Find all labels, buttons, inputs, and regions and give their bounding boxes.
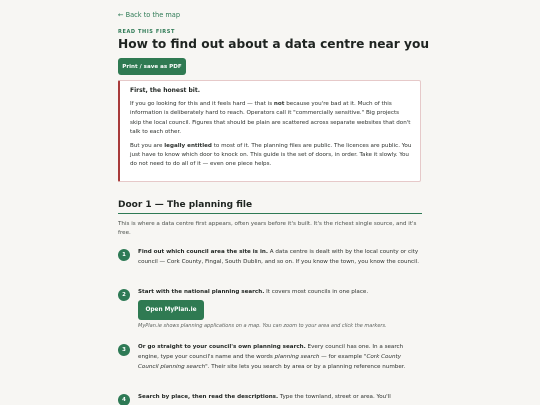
step-bold-text: Start with the national planning search. bbox=[138, 289, 265, 295]
step-body-text: It covers most councils in one place. bbox=[264, 289, 369, 295]
step-text bbox=[138, 392, 422, 402]
eyebrow-label: READ THIS FIRST bbox=[118, 29, 175, 35]
step-number-badge: 4 bbox=[118, 394, 130, 405]
page-title: How to find out about a data centre near you bbox=[118, 37, 430, 51]
callout-p2-text-a: But you are bbox=[130, 142, 165, 149]
callout-p2-bold: legally entitled bbox=[164, 142, 212, 149]
step-body-text: A data centre is dealt with by the local county or city council — Cork County, Fingal, South Dublin, and so on. If you know the town, you know the council. bbox=[138, 249, 420, 265]
step-number-badge: 1 bbox=[118, 249, 130, 261]
callout-p1-bold: not bbox=[273, 101, 285, 107]
callout-p1-text-a: If you go looking for this and it feels hard — that is bbox=[130, 101, 274, 107]
step-bold-text: Find out which council area the site is in. bbox=[138, 249, 268, 255]
open-myplan-button[interactable]: Open MyPlan.ie bbox=[138, 300, 204, 320]
section-divider bbox=[118, 213, 422, 214]
step-italic-b: Cork County Council planning search bbox=[138, 354, 402, 370]
section-heading: Door 1 — The planning file bbox=[118, 200, 253, 210]
callout-paragraph-1 bbox=[130, 100, 412, 138]
step-number-badge: 3 bbox=[118, 344, 130, 356]
step-text bbox=[138, 247, 422, 267]
step-text bbox=[138, 287, 422, 297]
step-text bbox=[138, 342, 422, 372]
step-body-text-b: — for example " bbox=[319, 354, 367, 360]
step-bold-text: Or go straight to your council's own planning search. bbox=[138, 344, 306, 350]
step-italic-a: planning search bbox=[274, 354, 320, 360]
print-save-pdf-button[interactable]: Print / save as PDF bbox=[118, 58, 186, 75]
step-body-text-a: Every council has one. In a search engine, type your council's name and the words bbox=[138, 344, 404, 360]
step-body-text: Type the townland, street or area. You'll bbox=[278, 394, 391, 400]
step-body-text-c: ". Their site lets you search by area or by a planning reference number. bbox=[205, 364, 406, 370]
honest-callout bbox=[118, 80, 421, 182]
step-bold-text: Search by place, then read the descriptions. bbox=[138, 394, 279, 400]
callout-p1-text-b: because you're bad at it. Much of this information is deliberately hard to reach. Operators call it "commercially sensitive." Big projects skip the local council. Figures that should be plain are scattered across separate websites that don't talk to each other. bbox=[130, 101, 411, 136]
myplan-note: MyPlan.ie shows planning applications on a map. You can zoom to your area and click the markers. bbox=[138, 323, 387, 329]
callout-heading: First, the honest bit. bbox=[130, 87, 200, 94]
callout-p2-text-b: to most of it. The planning files are public. The licences are public. You just have to know which door to knock on. This guide is the set of doors, in order. Take it slowly. You do not need to do all of it — even one piece helps. bbox=[130, 142, 412, 168]
section-intro: This is where a data centre first appears, often years before it's built. It's the richest single source, and it's free. bbox=[118, 221, 417, 237]
step-number-badge: 2 bbox=[118, 289, 130, 301]
callout-paragraph-2 bbox=[130, 142, 412, 170]
back-to-map-link[interactable]: ← Back to the map bbox=[118, 11, 181, 19]
